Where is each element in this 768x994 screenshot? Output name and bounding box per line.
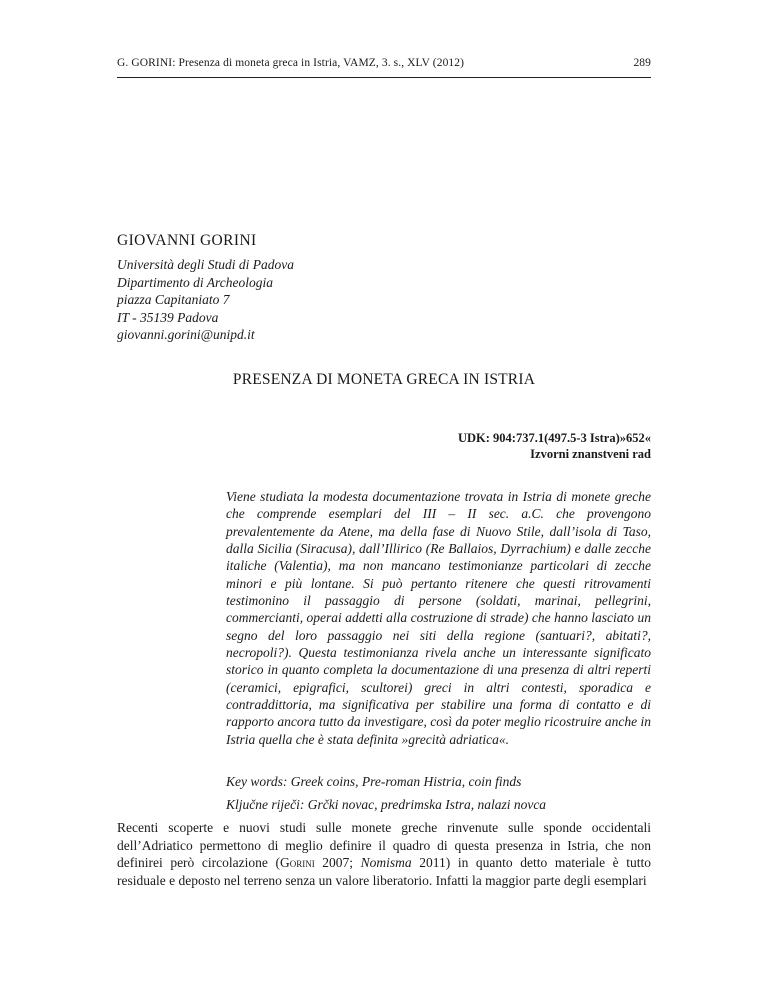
udk-code: UDK: 904:737.1(497.5-3 Istra)»652« xyxy=(457,431,651,445)
classification-block xyxy=(458,430,651,462)
affiliation-street: piazza Capitaniato 7 xyxy=(117,292,230,307)
body-text-part: 2011) in quanto detto materiale è tutto residuale e deposto nel terreno senza un valore liberatorio. Infatti la maggior parte degli esemplari xyxy=(117,855,651,888)
keywords-block xyxy=(226,770,651,816)
running-head xyxy=(117,57,651,69)
page-number: 289 xyxy=(633,57,651,69)
running-head-citation: G. GORINI: Presenza di moneta greca in Istria, VAMZ, 3. s., XLV (2012) xyxy=(117,57,465,69)
citation-title: Nomisma xyxy=(360,855,412,870)
author-name: GIOVANNI GORINI xyxy=(117,232,257,249)
citation-author: Gorini xyxy=(279,855,315,870)
author-affiliation xyxy=(117,256,294,344)
body-paragraph xyxy=(117,819,651,889)
header-rule xyxy=(117,77,651,78)
affiliation-department: Dipartimento di Archeologia xyxy=(117,274,273,290)
affiliation-email: giovanni.gorini@unipd.it xyxy=(117,327,255,342)
keywords-croatian: Ključne riječi: Grčki novac, predrimska Istra, nalazi novca xyxy=(226,797,547,812)
affiliation-city: IT - 35139 Padova xyxy=(117,309,219,325)
affiliation-university: Università degli Studi di Padova xyxy=(117,257,294,272)
abstract: Viene studiata la modesta documentazione trovata in Istria di monete greche che comprende esemplari del III – II sec. a.C. che provengono prevalentemente da Atene, ma della fase di Nuovo Stile, dall’isola di Taso, dalla Sicilia (Siracusa), dall’Illirico (Re Ballaios, Dyrrachium) e dalle zecche italiche (Valentia), ma non mancano testimonianze particolari di zecche minori e più lontane. Si può pertanto ritenere che questi ritrovamenti testimonino il passaggio di persone (soldati, marinai, pellegrini, commercianti, operai addetti alla costruzione di strade) che hanno lasciato un segno del loro passaggio nei siti della regione (santuari?, abitati?, necropoli?). Questa testimonianza rivela anche un interessante significato storico in quanto completa la documentazione di una presenza di altri reperti (ceramici, epigrafici, scultorei) greci in altri contesti, sporadica e contraddittoria, ma significativa per stabilire una forma di contatto e di rapporto ancora tutto da investigare, così da poter meglio ricostruire anche in Istria quella che è stata definita »grecità adriatica«. xyxy=(226,489,651,747)
body-text-part: 2007; xyxy=(314,855,361,870)
article-type: Izvorni znanstveni rad xyxy=(530,447,651,461)
article-title: PRESENZA DI MONETA GRECA IN ISTRIA xyxy=(232,371,536,388)
body-text-part: Recenti scoperte e nuovi studi sulle monete greche rinvenute sulle sponde occidentali dell’Adriatico permettono di meglio definire il quadro di questa presenza in Istria, che non definirei però circolazione ( xyxy=(117,820,651,870)
keywords-english: Key words: Greek coins, Pre-roman Histria, coin finds xyxy=(226,774,522,789)
